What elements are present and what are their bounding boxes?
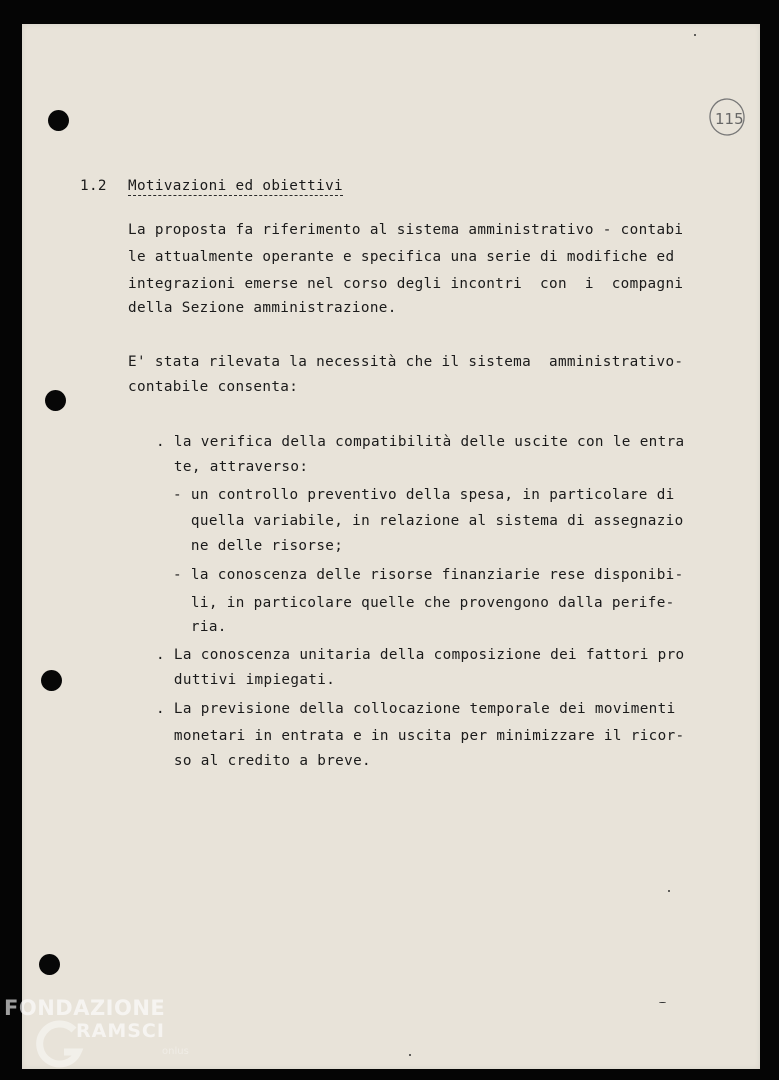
punch-hole: [48, 110, 69, 131]
dash-item-line: ria.: [173, 619, 227, 635]
document-page: [22, 24, 760, 1069]
section-number: 1.2: [80, 178, 107, 194]
handwritten-page-number: [708, 96, 746, 136]
dash-item-line: - la conoscenza delle risorse finanziarie rese disponibi-: [173, 567, 684, 583]
paragraph1-line: integrazioni emerse nel corso degli incontri con i compagni: [128, 276, 684, 292]
punch-hole: [45, 390, 66, 411]
watermark-line2: RAMSCI: [76, 1020, 165, 1042]
bullet-line: . La previsione della collocazione temporale dei movimenti: [156, 701, 676, 717]
bullet-line: . la verifica della compatibilità delle uscite con le entra: [156, 434, 685, 450]
punch-hole: [41, 670, 62, 691]
paragraph1-line: le attualmente operante e specifica una serie di modifiche ed: [128, 249, 675, 265]
dash-item-line: - un controllo preventivo della spesa, in particolare di: [173, 487, 675, 503]
dash-item-line: li, in particolare quelle che provengono dalla perife-: [173, 595, 675, 611]
bullet-line: so al credito a breve.: [156, 753, 371, 769]
watermark-line1: FONDAZIONE: [4, 996, 166, 1020]
paragraph2-line: contabile consenta:: [128, 379, 299, 395]
section-title: Motivazioni ed obiettivi: [128, 179, 343, 196]
paragraph1-line: della Sezione amministrazione.: [128, 300, 397, 316]
svg-text:115: 115: [715, 110, 744, 128]
paper-speck: [694, 34, 696, 36]
paragraph2-line: E' stata rilevata la necessità che il sistema amministrativo-: [128, 354, 684, 370]
fondazione-gramsci-watermark: [4, 996, 204, 1076]
bullet-line: monetari in entrata e in uscita per minimizzare il ricor-: [156, 728, 685, 744]
paper-speck: [668, 890, 670, 892]
paragraph1-line: La proposta fa riferimento al sistema amministrativo - contabi: [128, 222, 684, 238]
paper-speck: [659, 1002, 666, 1003]
paper-speck: [409, 1054, 411, 1056]
bullet-line: . La conoscenza unitaria della composizione dei fattori pro: [156, 647, 685, 663]
dash-item-line: ne delle risorse;: [173, 538, 344, 554]
watermark-line3: onlus: [162, 1046, 189, 1057]
bullet-line: te, attraverso:: [156, 459, 309, 475]
dash-item-line: quella variabile, in relazione al sistema di assegnazio: [173, 513, 684, 529]
bullet-line: duttivi impiegati.: [156, 672, 336, 688]
punch-hole: [39, 954, 60, 975]
